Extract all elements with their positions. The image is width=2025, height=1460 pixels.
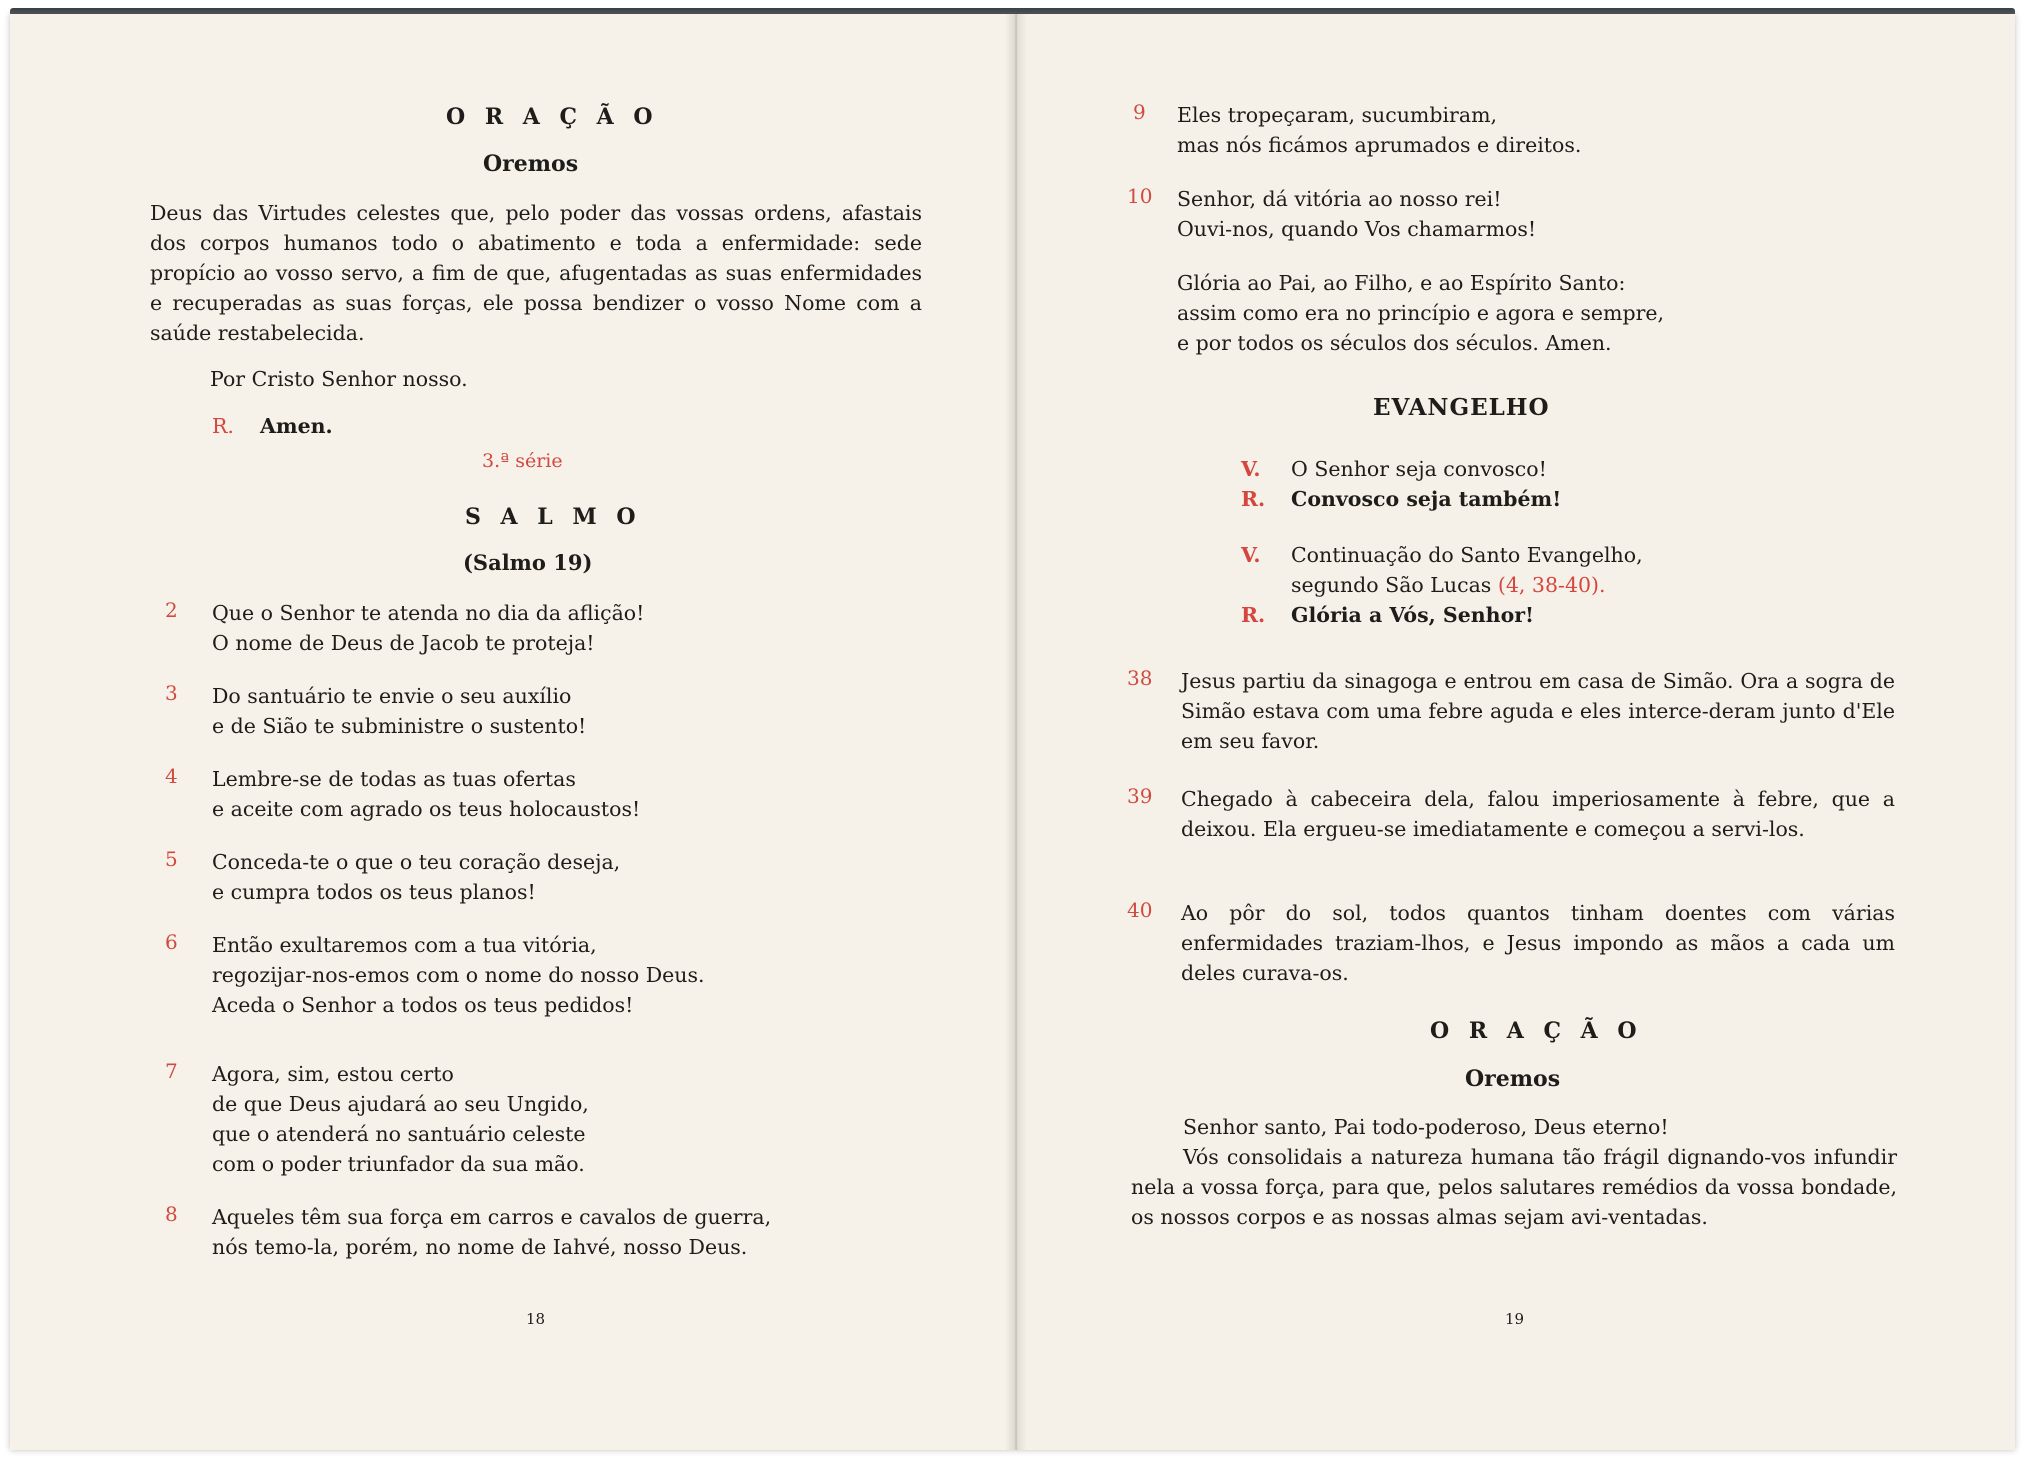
gloria-line: Glória ao Pai, ao Filho, e ao Espírito Santo: <box>1177 271 1626 295</box>
verse-line: e de Sião te subministre o sustento! <box>212 714 587 738</box>
evangelho-heading: EVANGELHO <box>1373 394 1550 421</box>
verse-number: 39 <box>1127 784 1153 808</box>
verse-line: Ouvi-nos, quando Vos chamarmos! <box>1177 217 1537 241</box>
dialogue-line-continued <box>1291 570 1606 600</box>
verse-line: Senhor, dá vitória ao nosso rei! <box>1177 187 1502 211</box>
verse-line: com o poder triunfador da sua mão. <box>212 1152 585 1176</box>
right-page <box>1015 14 2015 1450</box>
dialogue-line: O Senhor seja convosco! <box>1291 457 1547 481</box>
salmo-reference: (Salmo 19) <box>463 550 593 575</box>
verse-number: 10 <box>1127 184 1153 208</box>
oracao-heading: O R A Ç Ã O <box>1430 1018 1643 1044</box>
verse-number: 2 <box>165 598 178 622</box>
verse-number: 38 <box>1127 666 1153 690</box>
dialogue-line: Convosco seja também! <box>1291 487 1562 511</box>
verse-line: Conceda-te o que o teu coração deseja, <box>212 850 621 874</box>
verse-number: 6 <box>165 930 178 954</box>
verse-line: O nome de Deus de Jacob te proteja! <box>212 631 595 655</box>
verse-line: de que Deus ajudará ao seu Ungido, <box>212 1092 589 1116</box>
oracao-closing: Por Cristo Senhor nosso. <box>210 367 468 391</box>
verse-line: e cumpra todos os teus planos! <box>212 880 536 904</box>
gospel-verse: Ao pôr do sol, todos quantos tinham doentes com várias enfermidades traziam-lhos, e Jesus impondo as mãos a cada um deles curava-os. <box>1181 901 1895 985</box>
gospel-reference: (4, 38-40). <box>1497 573 1606 597</box>
gloria-line: e por todos os séculos dos séculos. Amen. <box>1177 331 1612 355</box>
continuation-text: segundo São Lucas <box>1291 573 1492 597</box>
verse-number: 9 <box>1133 100 1146 124</box>
dialogue-marker: V. <box>1241 543 1261 567</box>
verse-line: Que o Senhor te atenda no dia da aflição! <box>212 601 645 625</box>
dialogue-marker: V. <box>1241 457 1261 481</box>
verse-number: 8 <box>165 1202 178 1226</box>
book-gutter <box>1005 14 1027 1450</box>
dialogue-marker: R. <box>1241 487 1266 511</box>
dialogue-marker: R. <box>1241 603 1266 627</box>
verse-number: 3 <box>165 681 178 705</box>
verse-line: nós temo-la, porém, no nome de Iahvé, nosso Deus. <box>212 1235 748 1259</box>
response-marker: R. <box>212 414 234 438</box>
verse-line: Aceda o Senhor a todos os teus pedidos! <box>212 993 634 1017</box>
oracao-paragraph: Vós consolidais a natureza humana tão frágil dignando-vos infundir nela a vossa força, para que, pelos salutares remédios da vossa bondade, os nossos corpos e as nossas almas sejam avi-ventadas. <box>1131 1145 1897 1229</box>
dialogue-line: Continuação do Santo Evangelho, <box>1291 543 1643 567</box>
verse-line: regozijar-nos-emos com o nome do nosso Deus. <box>212 963 705 987</box>
verse-number: 7 <box>165 1059 178 1083</box>
oracao-paragraph: Deus das Virtudes celestes que, pelo poder das vossas ordens, afastais dos corpos humanos todo o abatimento e toda a enfermidade: sede propício ao vosso servo, a fim de que, afugentadas as suas enfermidades e recuperadas as suas forças, ele possa bendizer o vosso Nome com a saúde restabelecida. <box>150 201 922 345</box>
oracao-invocation: Senhor santo, Pai todo-poderoso, Deus eterno! <box>1183 1115 1669 1139</box>
verse-line: mas nós ficámos aprumados e direitos. <box>1177 133 1582 157</box>
oremos-subheading: Oremos <box>483 151 579 177</box>
page-number: 18 <box>526 1310 546 1328</box>
open-book <box>10 14 2015 1450</box>
response-text: Amen. <box>260 414 333 438</box>
verse-number: 4 <box>165 764 178 788</box>
gloria-line: assim como era no princípio e agora e sempre, <box>1177 301 1665 325</box>
serie-label: 3.ª série <box>482 450 563 472</box>
verse-line: Do santuário te envie o seu auxílio <box>212 684 572 708</box>
oracao-heading: O R A Ç Ã O <box>446 104 659 130</box>
page-number: 19 <box>1505 1310 1525 1328</box>
verse-line: Lembre-se de todas as tuas ofertas <box>212 767 576 791</box>
verse-line: Então exultaremos com a tua vitória, <box>212 933 597 957</box>
verse-line: Agora, sim, estou certo <box>212 1062 454 1086</box>
verse-line: Aqueles têm sua força em carros e cavalos de guerra, <box>212 1205 772 1229</box>
verse-line: e aceite com agrado os teus holocaustos! <box>212 797 641 821</box>
left-page <box>10 14 1015 1450</box>
dialogue-line: Glória a Vós, Senhor! <box>1291 603 1535 627</box>
verse-line: Eles tropeçaram, sucumbiram, <box>1177 103 1498 127</box>
verse-line: que o atenderá no santuário celeste <box>212 1122 586 1146</box>
oremos-subheading: Oremos <box>1465 1066 1561 1092</box>
verse-number: 5 <box>165 847 178 871</box>
gospel-verse: Jesus partiu da sinagoga e entrou em casa de Simão. Ora a sogra de Simão estava com uma febre aguda e eles interce-deram junto d'Ele em seu favor. <box>1181 669 1895 753</box>
verse-number: 40 <box>1127 898 1153 922</box>
salmo-heading: S A L M O <box>465 504 642 530</box>
gospel-verse: Chegado à cabeceira dela, falou imperiosamente à febre, que a deixou. Ela ergueu-se imediatamente e começou a servi-los. <box>1181 787 1895 841</box>
